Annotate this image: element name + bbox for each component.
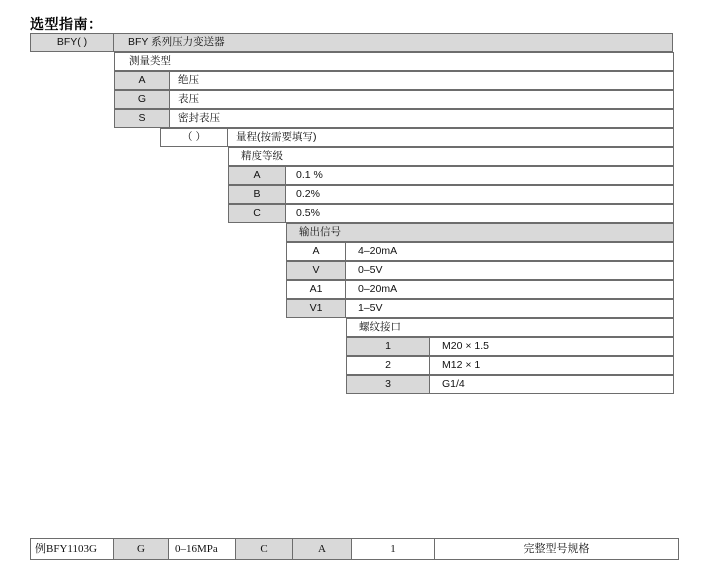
table-row [286, 242, 674, 261]
table-row [286, 223, 674, 242]
row-desc: 精度等级 [228, 147, 674, 166]
row-desc: BFY 系列压力变送器 [113, 33, 673, 52]
row-code: A [228, 166, 286, 185]
table-row [346, 356, 674, 375]
row-desc: 1–5V [345, 299, 674, 318]
row-code: 3 [346, 375, 430, 394]
row-code: V1 [286, 299, 346, 318]
table-row [286, 299, 674, 318]
row-code: G [114, 90, 170, 109]
example-cell-type: G [113, 538, 169, 560]
row-desc: 输出信号 [286, 223, 674, 242]
row-desc: 4–20mA [345, 242, 674, 261]
table-row [228, 166, 674, 185]
page-title: 选型指南： [30, 16, 103, 32]
row-code: 1 [346, 337, 430, 356]
example-cell-output: A [292, 538, 352, 560]
example-cell-note: 完整型号规格 [434, 538, 679, 560]
row-code: S [114, 109, 170, 128]
table-row [228, 204, 674, 223]
table-row [346, 337, 674, 356]
row-code: A [286, 242, 346, 261]
row-code: B [228, 185, 286, 204]
table-row [160, 128, 674, 147]
table-row [114, 90, 674, 109]
row-code: A1 [286, 280, 346, 299]
row-desc: 0–20mA [345, 280, 674, 299]
row-desc: M12 × 1 [429, 356, 674, 375]
table-row [286, 280, 674, 299]
row-desc: 绝压 [169, 71, 674, 90]
row-desc: 表压 [169, 90, 674, 109]
row-desc: 0–5V [345, 261, 674, 280]
row-code: （ ） [160, 128, 228, 147]
table-row [114, 52, 674, 71]
row-desc: 量程(按需要填写) [227, 128, 674, 147]
row-code: 2 [346, 356, 430, 375]
row-code: V [286, 261, 346, 280]
table-row [346, 375, 674, 394]
row-desc: 密封表压 [169, 109, 674, 128]
row-desc: 0.5% [285, 204, 674, 223]
table-row [228, 147, 674, 166]
row-desc: 螺纹接口 [346, 318, 674, 337]
example-cell-thread: 1 [351, 538, 435, 560]
example-cell-model: 例BFY1103G [30, 538, 114, 560]
row-code: C [228, 204, 286, 223]
table-row [114, 71, 674, 90]
row-desc: 0.2% [285, 185, 674, 204]
row-desc: M20 × 1.5 [429, 337, 674, 356]
row-desc: 0.1 % [285, 166, 674, 185]
example-row [30, 538, 679, 560]
table-row [30, 33, 674, 52]
row-code: BFY( ) [30, 33, 114, 52]
row-desc: 测量类型 [114, 52, 674, 71]
example-cell-accuracy: C [235, 538, 293, 560]
table-row [228, 185, 674, 204]
row-code: A [114, 71, 170, 90]
example-cell-range: 0–16MPa [168, 538, 236, 560]
table-row [286, 261, 674, 280]
row-desc: G1/4 [429, 375, 674, 394]
table-row [114, 109, 674, 128]
table-row [346, 318, 674, 337]
